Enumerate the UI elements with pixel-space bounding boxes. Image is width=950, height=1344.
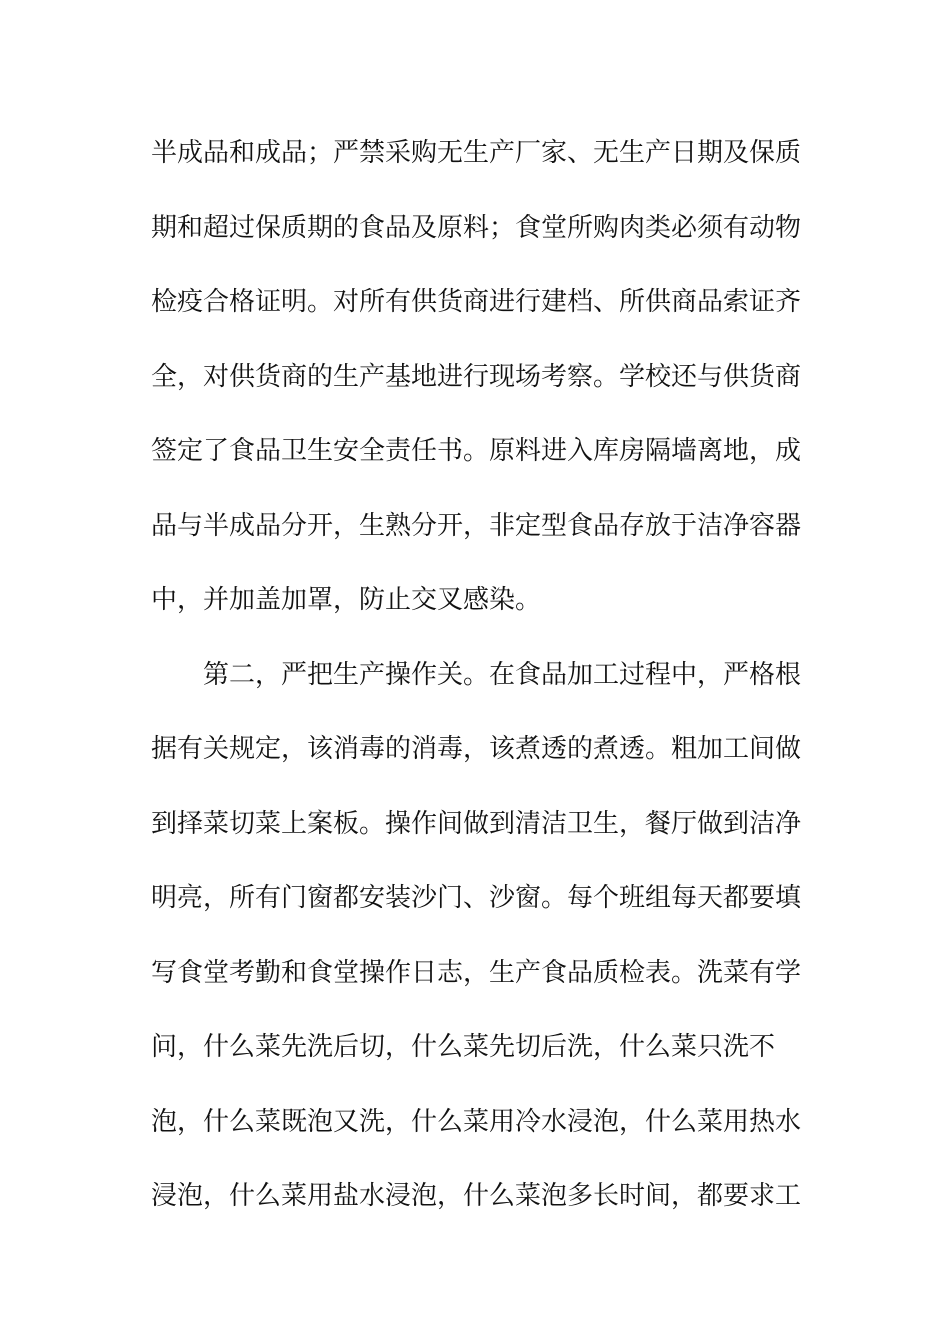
text-line: 签定了食品卫生安全责任书。原料进入库房隔墙离地，成 [151, 436, 802, 466]
text-line: 第二，严把生产操作关。在食品加工过程中，严格根 [203, 659, 802, 690]
text-line: 期和超过保质期的食品及原料；食堂所购肉类必须有动物 [151, 212, 802, 243]
body-text [151, 128, 801, 1246]
text-line: 半成品和成品；严禁采购无生产厂家、无生产日期及保质 [151, 138, 802, 168]
paragraph-2 [151, 650, 801, 1246]
text-line: 明亮，所有门窗都安装沙门、沙窗。每个班组每天都要填 [151, 883, 802, 913]
text-line: 中，并加盖加罩，防止交叉感染。 [151, 585, 542, 615]
text-line: 写食堂考勤和食堂操作日志，生产食品质检表。洗菜有学 [151, 957, 802, 988]
text-line: 据有关规定，该消毒的消毒，该煮透的煮透。粗加工间做 [151, 734, 802, 764]
text-line: 检疫合格证明。对所有供货商进行建档、所供商品索证齐 [151, 287, 802, 317]
paragraph-1 [151, 128, 801, 650]
text-line: 问，什么菜先洗后切，什么菜先切后洗，什么菜只洗不 [151, 1032, 776, 1062]
text-line: 泡，什么菜既泡又洗，什么菜用冷水浸泡，什么菜用热水 [151, 1106, 802, 1137]
text-line: 品与半成品分开，生熟分开，非定型食品存放于洁净容器 [151, 510, 802, 541]
text-line: 全，对供货商的生产基地进行现场考察。学校还与供货商 [151, 361, 802, 392]
text-line: 到择菜切菜上案板。操作间做到清洁卫生，餐厅做到洁净 [151, 808, 802, 839]
text-line: 浸泡，什么菜用盐水浸泡，什么菜泡多长时间，都要求工 [151, 1181, 802, 1211]
